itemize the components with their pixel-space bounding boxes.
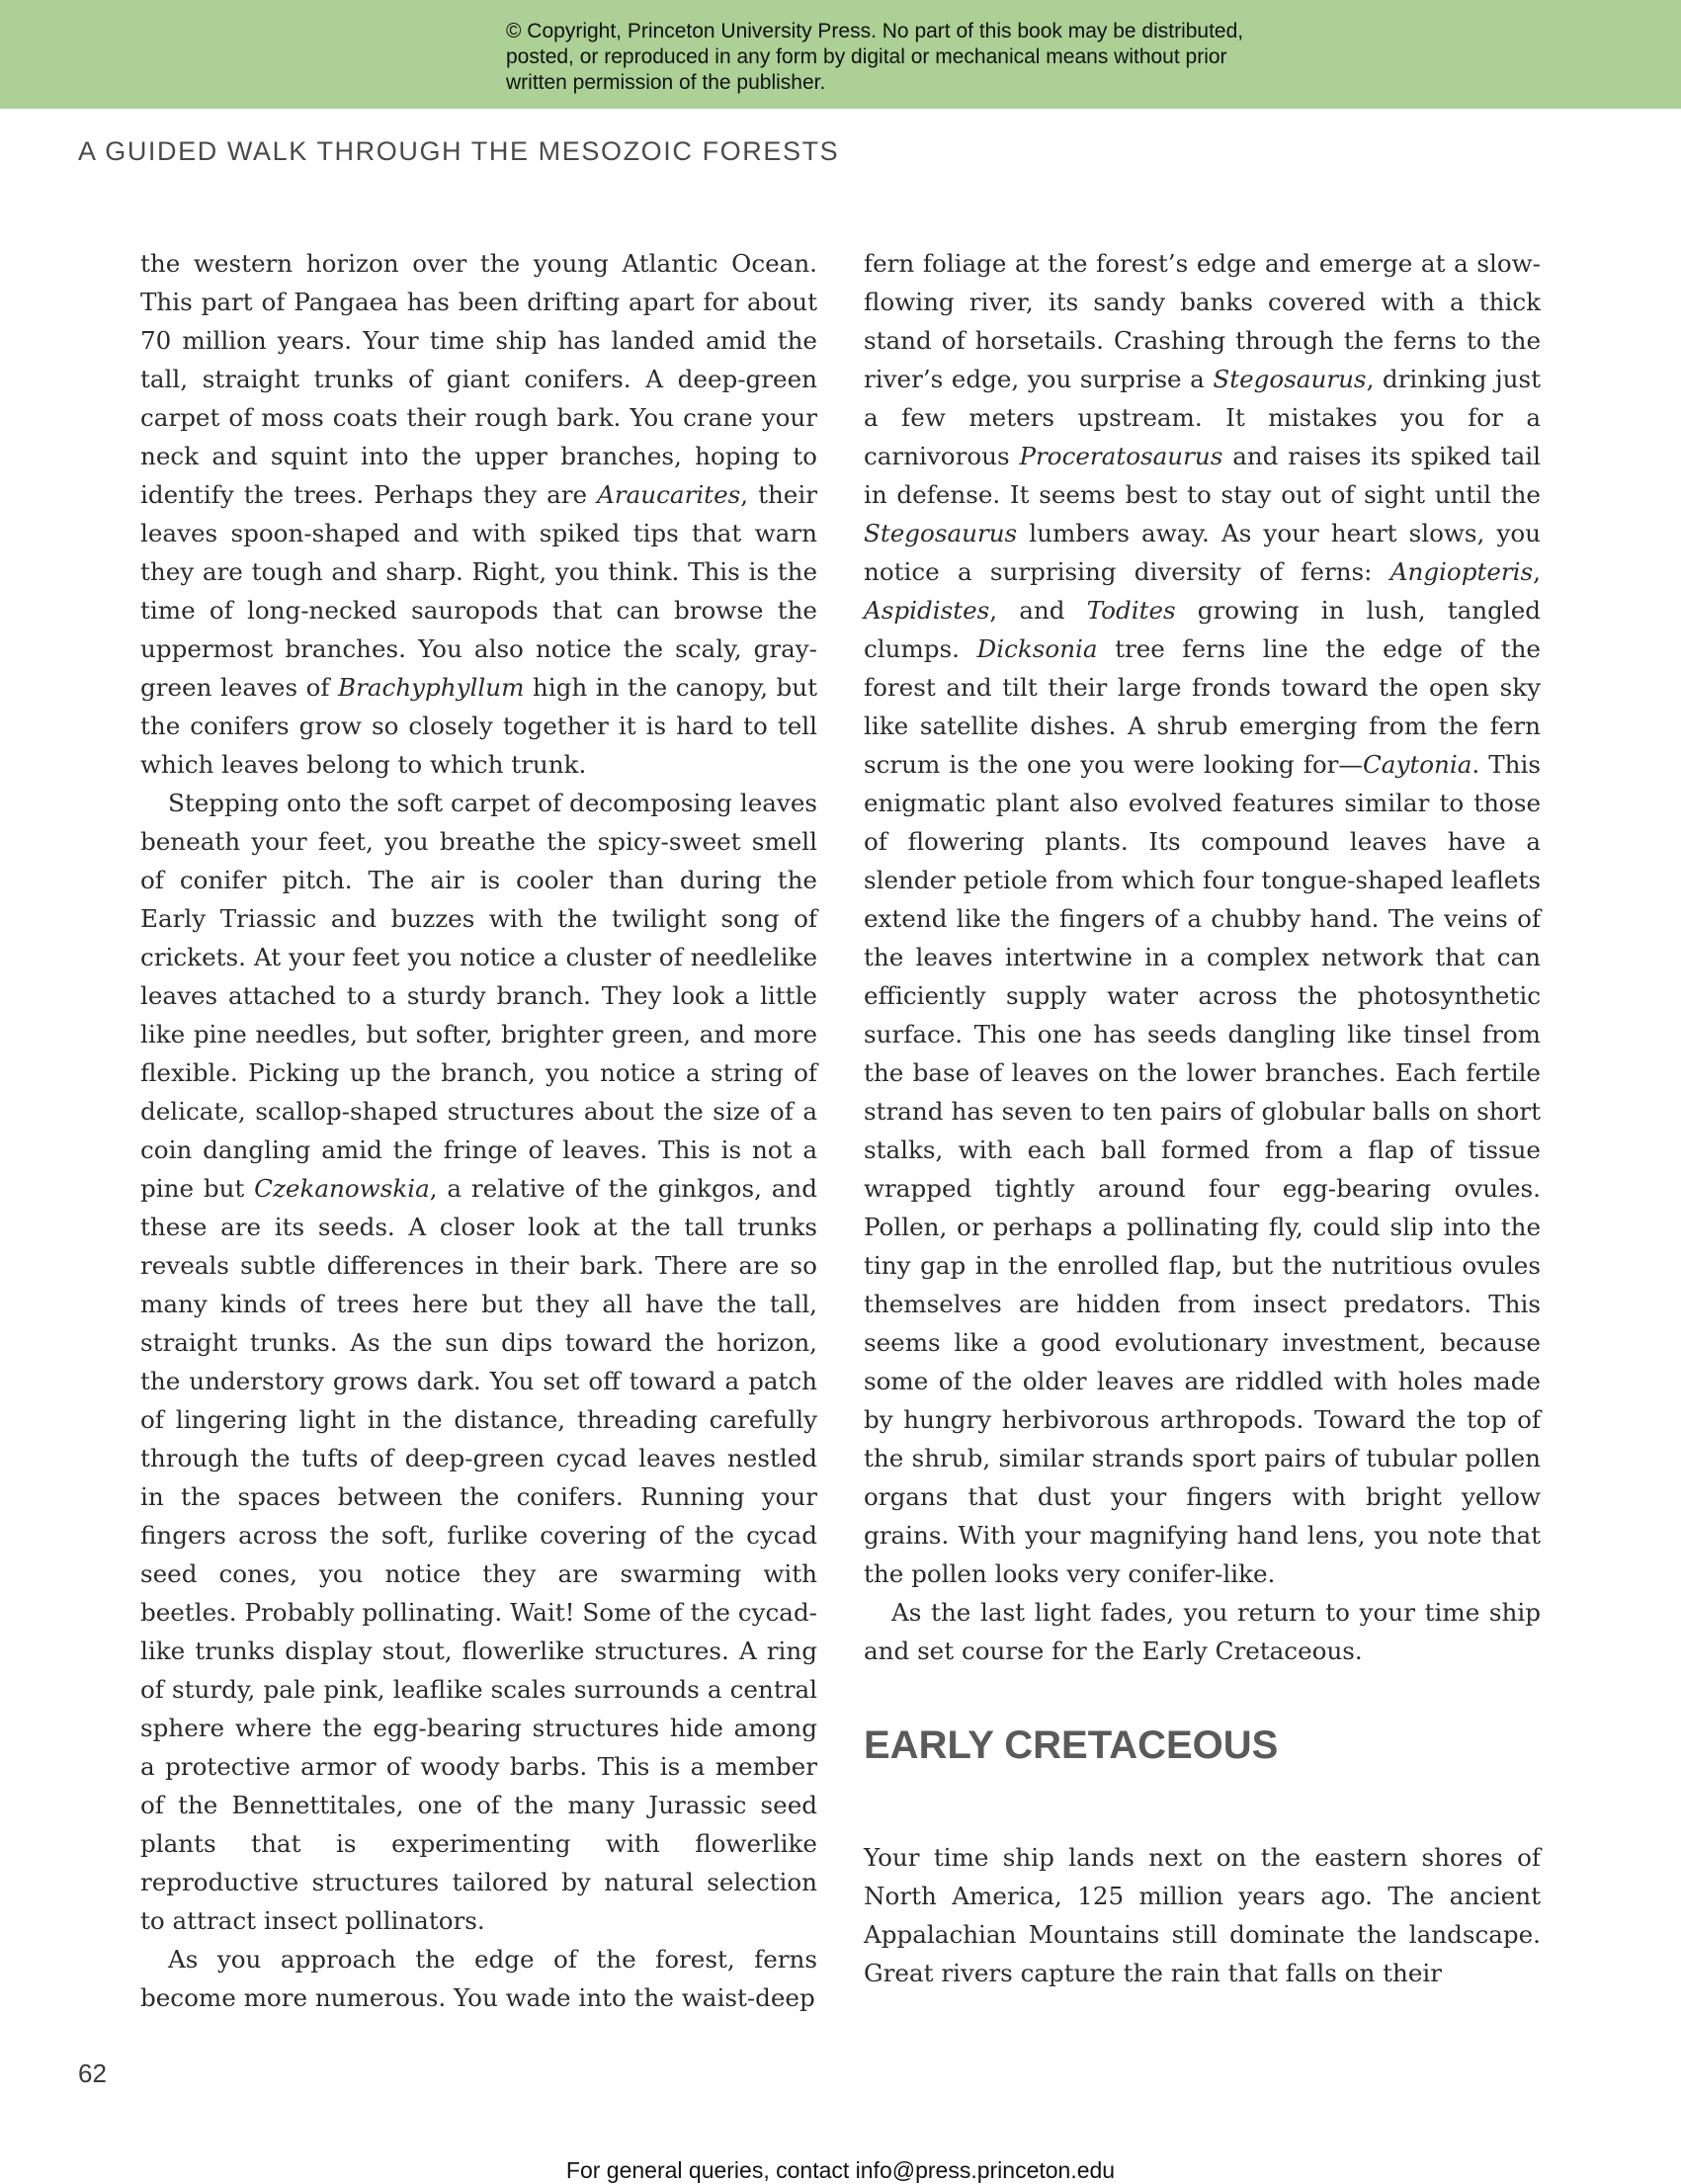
paragraph: fern foliage at the forest’s edge and emerge at a slow-flowing river, its sandy banks covered with a thick stand of horsetails. Crashing through the ferns to the river’s edge, you surprise a Stegosaurus, drinking just a few meters upstream. It mistakes you for a carnivorous Proceratosaurus and raises its spiked tail in defense. It seems best to stay out of sight until the Stegosaurus lumbers away. As your heart slows, you notice a surprising diversity of ferns: Angiopteris, Aspidistes, and Todites growing in lush, tangled clumps. Dicksonia tree ferns line the edge of the forest and tilt their large fronds toward the open sky like satellite dishes. A shrub emerging from the fern scrum is the one you were looking for—Caytonia. This enigmatic plant also evolved features similar to those of flowering plants. Its compound leaves have a slender petiole from which four tongue-shaped leaflets extend like the fingers of a chubby hand. The veins of the leaves intertwine in a complex network that can efficiently supply water across the photosynthetic surface. This one has seeds dangling like tinsel from the base of leaves on the lower branches. Each fertile strand has seven to ten pairs of globular balls on short stalks, with each ball formed from a flap of tissue wrapped tightly around four egg-bearing ovules. Pollen, or perhaps a pollinating fly, could slip into the tiny gap in the enrolled flap, but the nutritious ovules themselves are hidden from insect predators. This seems like a good evolutionary investment, because some of the older leaves are riddled with holes made by hungry herbivorous arthropods. Toward the top of the shrub, similar strands sport pairs of tubular pollen organs that dust your fingers with bright yellow grains. With your magnifying hand lens, you note that the pollen looks very conifer-like.	[864, 249, 1542, 1588]
page-number: 62	[78, 2058, 107, 2088]
left-column	[140, 244, 817, 2017]
copyright-notice: © Copyright, Princeton University Press. No part of this book may be distributed, posted, or reproduced in any form by digital or mechanical means without prior written permission of the publisher.	[506, 20, 1244, 94]
copyright-banner	[0, 0, 1681, 109]
right-column	[864, 244, 1541, 1992]
paragraph: the western horizon over the young Atlantic Ocean. This part of Pangaea has been drifting apart for about 70 million years. Your time ship has landed amid the tall, straight trunks of giant conifers. A deep-green carpet of moss coats their rough bark. You crane your neck and squint into the upper branches, hoping to identify the trees. Perhaps they are Araucarites, their leaves spoon-shaped and with spiked tips that warn they are tough and sharp. Right, you think. This is the time of long-necked sauropods that can browse the uppermost branches. You also notice the scaly, gray-green leaves of Brachyphyllum high in the canopy, but the conifers grow so closely together it is hard to tell which leaves belong to which trunk.	[140, 249, 817, 779]
section-heading: EARLY CRETACEOUS	[864, 1723, 1279, 1767]
paragraph: Your time ship lands next on the eastern shores of North America, 125 million years ago. The ancient Appalachian Mountains still dominate the landscape. Great rivers capture the rain that falls on their	[864, 1843, 1541, 1987]
footer-contact: For general queries, contact info@press.princeton.edu	[565, 2157, 1116, 2183]
running-head: A GUIDED WALK THROUGH THE MESOZOIC FORESTS	[78, 136, 840, 166]
paragraph: As the last light fades, you return to your time ship and set course for the Early Cretaceous.	[864, 1598, 1541, 1665]
paragraph: Stepping onto the soft carpet of decomposing leaves beneath your feet, you breathe the spicy-sweet smell of conifer pitch. The air is cooler than during the Early Triassic and buzzes with the twilight song of crickets. At your feet you notice a cluster of needlelike leaves attached to a sturdy branch. They look a little like pine needles, but softer, brighter green, and more flexible. Picking up the branch, you notice a string of delicate, scallop-shaped structures about the size of a coin dangling amid the fringe of leaves. This is not a pine but Czekanowskia, a relative of the ginkgos, and these are its seeds. A closer look at the tall trunks reveals subtle differences in their bark. There are so many kinds of trees here but they all have the tall, straight trunks. As the sun dips toward the horizon, the understory grows dark. You set off toward a patch of lingering light in the distance, threading carefully through the tufts of deep-green cycad leaves nestled in the spaces between the conifers. Running your fingers across the soft, furlike covering of the cycad seed cones, you notice they are swarming with beetles. Probably pollinating. Wait! Some of the cycad-like trunks display stout, flowerlike structures. A ring of sturdy, pale pink, leaflike scales surrounds a central sphere where the egg-bearing structures hide among a protective armor of woody barbs. This is a member of the Bennettitales, one of the many Jurassic seed plants that is experimenting with flowerlike reproductive structures tailored by natural selection to attract insect pollinators.	[140, 789, 817, 1935]
paragraph: As you approach the edge of the forest, ferns become more numerous. You wade into the waist-deep	[140, 1945, 817, 2012]
